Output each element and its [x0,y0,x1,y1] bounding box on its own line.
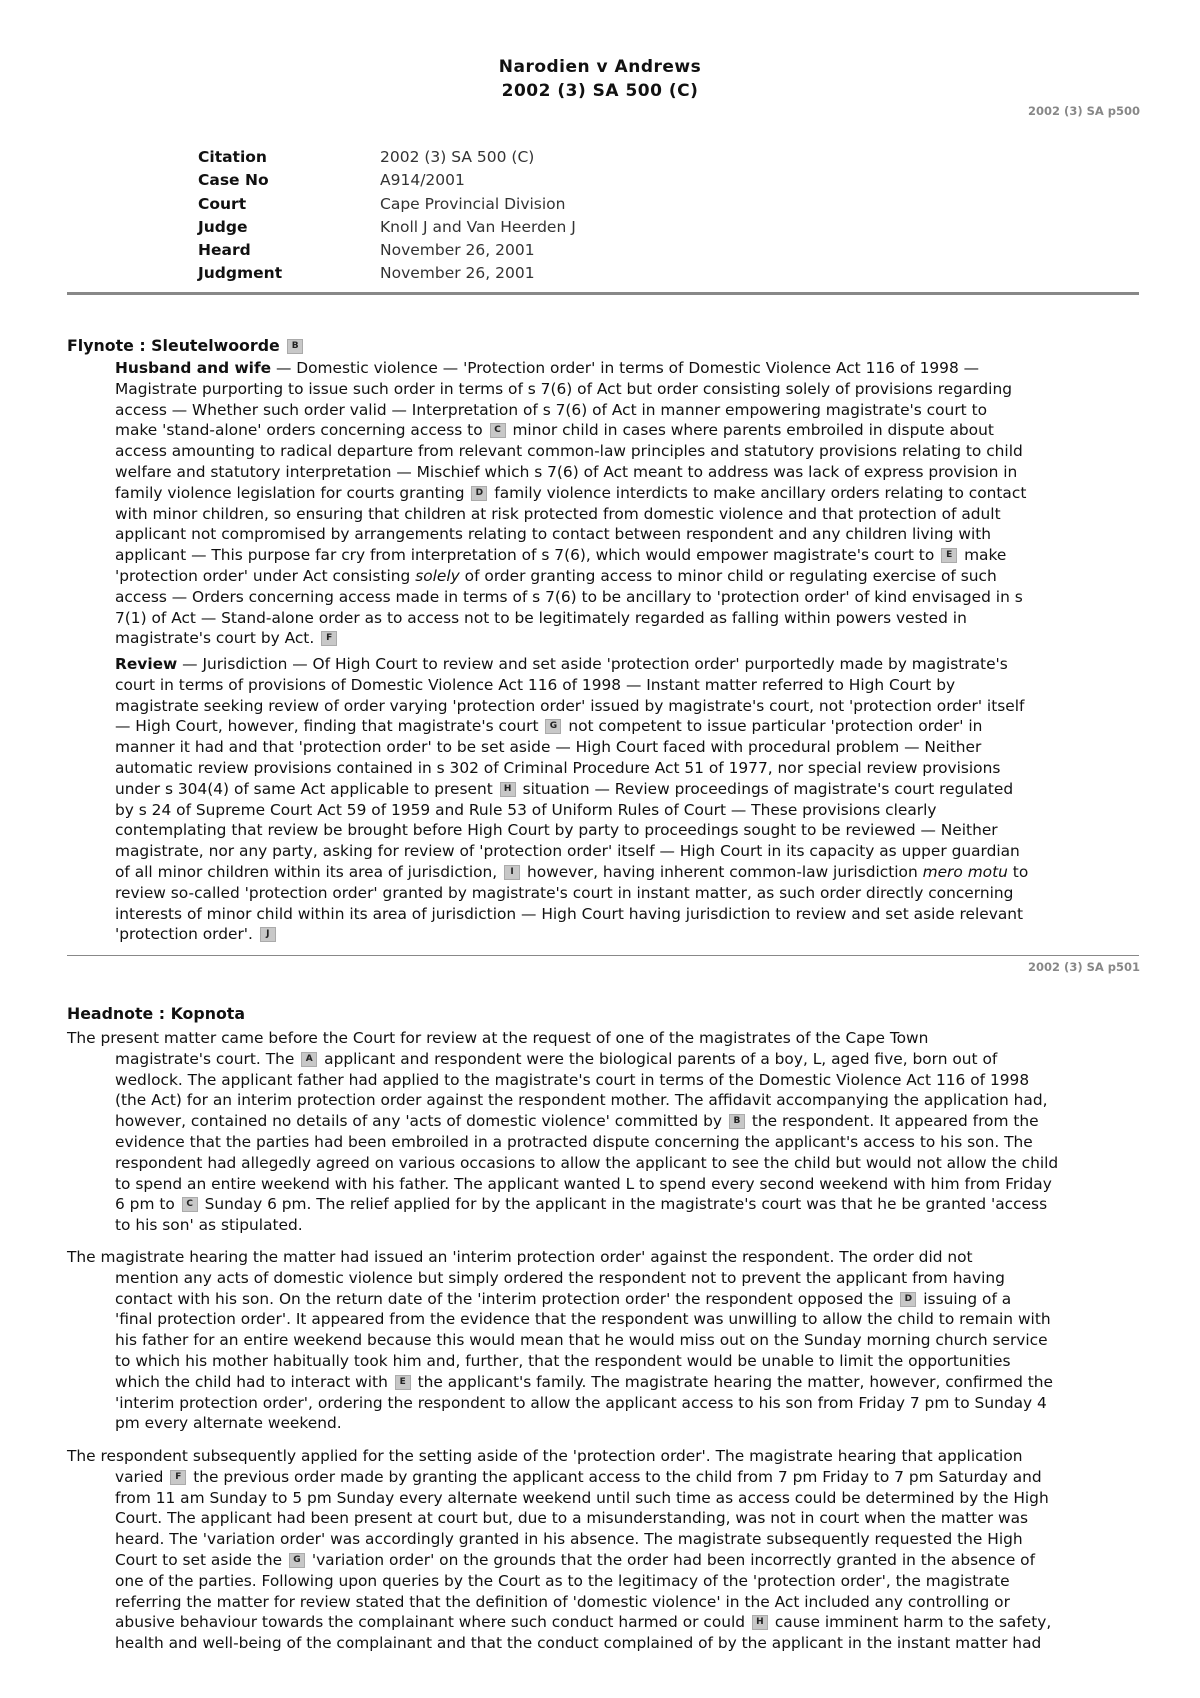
flynote-text: welfare and statutory interpretation — Mischief which s 7(6) of Act meant to address was lack of express provision in [115,462,1018,481]
headnote-text: issuing of a [918,1289,1012,1308]
flynote-text: magistrate, nor any party, asking for review of 'protection order' itself — High Court in its capacity as upper guardian [115,842,1020,861]
margin-letter-label: C [182,1197,198,1212]
flynote-text: however, having inherent common-law jurisdiction [522,862,923,881]
flynote-text: interests of minor child within its area of jurisdiction — High Court having jurisdiction to review and set aside relevant [115,904,1024,923]
margin-letter-label: H [752,1615,768,1630]
flynote-text: of all minor children within its area of jurisdiction, [115,862,498,881]
margin-letter-label: A [301,1052,317,1067]
headnote-text: heard. The 'variation order' was accordingly granted in his absence. The magistrate subsequently requested the High [115,1530,1023,1549]
margin-letter-label: B [729,1114,745,1129]
meta-row-judgment [198,262,576,285]
flynote-text: access amounting to radical departure from relevant common-law principles and statutory provisions relating to child [115,442,1023,461]
case-metadata-table [198,146,576,286]
flynote-text: applicant — This purpose far cry from interpretation of s 7(6), which would empower magistrate's court to [115,546,935,565]
headnote-text: to his son' as stipulated. [115,1216,303,1235]
headnote-text: to spend an entire weekend with his father. The applicant wanted L to spend every second weekend with him from Friday [115,1174,1052,1193]
headnote-text: 'final protection order'. It appeared from the evidence that the respondent was unwilling to allow the child to remain with [115,1310,1051,1329]
flynote-text: not competent to issue particular 'protection order' in [563,717,983,736]
flynote-text: with minor children, so ensuring that children at risk protected from domestic violence and that protection of adult [115,504,1001,523]
headnote-text: however, contained no details of any 'acts of domestic violence' committed by [115,1112,723,1131]
meta-value: Cape Provincial Division [380,194,566,213]
flynote-text: 'protection order' under Act consisting [115,566,416,585]
case-title: Narodien v Andrews [498,57,702,77]
flynote-text: magistrate seeking review of order varying 'protection order' issued by magistrate's court, not 'protection order' itself [115,696,1025,715]
headnote-text: mention any acts of domestic violence but simply ordered the respondent not to prevent the applicant from having [115,1268,1005,1287]
margin-letter-label: E [395,1375,411,1390]
flynote-heading-text: Flynote : Sleutelwoorde [67,336,280,355]
margin-letter-label: B [287,339,303,354]
headnote-text: the applicant's family. The magistrate hearing the matter, however, confirmed the [412,1372,1054,1391]
meta-key: Case No [198,171,269,190]
headnote-text: the previous order made by granting the applicant access to the child from 7 pm Friday to 7 pm Saturday and [188,1467,1042,1486]
flynote-text: make [959,546,1007,565]
flynote-emphasis: solely [415,566,460,585]
flynote-text: 'protection order'. [115,925,253,944]
headnote-text: abusive behaviour towards the complainant where such conduct harmed or could [115,1613,746,1632]
flynote-emphasis: mero motu [922,862,1008,881]
margin-letter-label: G [545,719,561,734]
flynote-text: make 'stand-alone' orders concerning access to [115,421,483,440]
flynote-text: contemplating that review be brought before High Court by party to proceedings sought to be reviewed — Neither [115,821,998,840]
meta-key: Judgment [198,264,283,283]
headnote-text: wedlock. The applicant father had applied to the magistrate's court in terms of the Domestic Violence Act 116 of 1998 [115,1070,1030,1089]
flynote-lead: Husband and wife [115,359,272,377]
flynote-text: — Domestic violence — 'Protection order' in terms of Domestic Violence Act 116 of 1998 — [271,359,980,377]
flynote-text: 7(1) of Act — Stand-alone order as to access not to be legitimately regarded as falling within powers vested in [115,608,967,627]
margin-letter-label: E [941,548,957,563]
headnote-text: magistrate's court. The [115,1049,295,1068]
margin-letter-label: H [500,782,516,797]
meta-row-citation [198,146,576,169]
headnote-text: referring the matter for review stated that the definition of 'domestic violence' in the Act included any controlling or [115,1592,1010,1611]
headnote-text: which the child had to interact with [115,1372,388,1391]
margin-letter-label: D [900,1292,916,1307]
headnote-text: from 11 am Sunday to 5 pm Sunday every alternate weekend until such time as access could be determined by the High [115,1488,1049,1507]
page-reference: 2002 (3) SA p500 [1028,104,1140,118]
meta-value: A914/2001 [380,171,465,190]
flynote-paragraph-review [115,654,1139,945]
page-break-divider [67,955,1139,956]
page-reference: 2002 (3) SA p501 [1028,960,1140,974]
headnote-paragraph-3 [67,1446,1139,1654]
headnote-text: evidence that the parties had been embroiled in a protracted dispute concerning the applicant's access to his son. The [115,1132,1033,1151]
flynote-text: — High Court, however, finding that magistrate's court [115,717,539,736]
flynote-text: family violence interdicts to make ancillary orders relating to contact [489,483,1027,502]
headnote-text: 'variation order' on the grounds that the order had been incorrectly granted in the absence of [306,1550,1036,1569]
meta-value: November 26, 2001 [380,264,535,283]
headnote-text: varied [115,1467,164,1486]
meta-key: Court [198,194,247,213]
headnote-text: (the Act) for an interim protection order against the respondent mother. The affidavit accompanying the application had, [115,1091,1048,1110]
meta-row-case-no [198,169,576,192]
headnote-text: one of the parties. Following upon queries by the Court as to the legitimacy of the 'protection order', the magistrate [115,1571,1010,1590]
headnote-heading: Headnote : Kopnota [67,1004,246,1023]
headnote-text: The respondent subsequently applied for the setting aside of the 'protection order'. The magistrate hearing that application [67,1447,1023,1465]
flynote-text: manner it had and that 'protection order' to be set aside — High Court faced with procedural problem — Neither [115,738,982,757]
headnote-paragraph-2 [67,1247,1139,1434]
headnote-text: contact with his son. On the return date of the 'interim protection order' the respondent opposed the [115,1289,894,1308]
headnote-text: cause imminent harm to the safety, [769,1613,1052,1632]
margin-letter-label: D [471,486,487,501]
header-divider [67,292,1139,295]
case-citation-heading: 2002 (3) SA 500 (C) [501,81,699,101]
headnote-text: 'interim protection order', ordering the respondent to allow the applicant access to his son from Friday 7 pm to Sunday 4 [115,1393,1047,1412]
flynote-text: review so-called 'protection order' granted by magistrate's court in instant matter, as such order directly concerning [115,883,1014,902]
margin-letter-label: F [321,631,337,646]
headnote-text: pm every alternate weekend. [115,1414,342,1433]
headnote-text: his father for an entire weekend because this would mean that he would miss out on the Sunday morning church service [115,1331,1048,1350]
meta-key: Judge [198,217,248,236]
margin-letter-label: G [289,1553,305,1568]
flynote-text: court in terms of provisions of Domestic Violence Act 116 of 1998 — Instant matter referred to High Court by [115,675,956,694]
flynote-text: by s 24 of Supreme Court Act 59 of 1959 and Rule 53 of Uniform Rules of Court — These provisions clearly [115,800,937,819]
flynote-text: of order granting access to minor child or regulating exercise of such [459,566,997,585]
headnote-paragraph-1 [67,1028,1139,1236]
meta-key: Heard [198,241,251,260]
flynote-paragraph-husband-wife [115,358,1139,649]
meta-value: November 26, 2001 [380,241,535,260]
headnote-text: Court. The applicant had been present at court but, due to a misunderstanding, was not in court when the matter was [115,1509,1029,1528]
flynote-text: access — Orders concerning access made in terms of s 7(6) to be ancillary to 'protection order' of kind envisaged in s [115,587,1023,606]
meta-key: Citation [198,148,267,166]
flynote-lead: Review [115,655,178,673]
headnote-text: the respondent. It appeared from the [746,1112,1039,1131]
flynote-heading [67,336,305,355]
headnote-text: applicant and respondent were the biological parents of a boy, L, aged five, born out of [319,1049,998,1068]
flynote-text: minor child in cases where parents embroiled in dispute about [507,421,994,440]
meta-value: 2002 (3) SA 500 (C) [380,148,535,166]
flynote-text: — Jurisdiction — Of High Court to review and set aside 'protection order' purportedly made by magistrate's [177,655,1008,673]
meta-row-heard [198,239,576,262]
margin-letter-label: C [490,423,506,438]
meta-row-judge [198,216,576,239]
headnote-text: 6 pm to [115,1195,175,1214]
headnote-text: Court to set aside the [115,1550,283,1569]
headnote-text: to which his mother habitually took him and, further, that the respondent would be unable to limit the opportunities [115,1351,1011,1370]
flynote-text: applicant not compromised by arrangements relating to contact between respondent and any children living with [115,525,992,544]
headnote-text: respondent had allegedly agreed on various occasions to allow the applicant to see the child but would not allow the child [115,1153,1059,1172]
flynote-text: magistrate's court by Act. [115,629,315,648]
meta-value: Knoll J and Van Heerden J [380,217,576,236]
headnote-text: The magistrate hearing the matter had issued an 'interim protection order' against the respondent. The order did not [67,1248,973,1266]
headnote-text: Sunday 6 pm. The relief applied for by the applicant in the magistrate's court was that he be granted 'access [199,1195,1048,1214]
flynote-text: automatic review provisions contained in s 302 of Criminal Procedure Act 51 of 1977, nor special review provisions [115,758,1001,777]
flynote-text: situation — Review proceedings of magistrate's court regulated [517,779,1014,798]
margin-letter-label: I [504,865,520,880]
margin-letter-label: F [170,1470,186,1485]
flynote-text: Magistrate purporting to issue such order in terms of s 7(6) of Act but order consisting solely of provisions regarding [115,379,1012,398]
flynote-text: access — Whether such order valid — Interpretation of s 7(6) of Act in manner empowering magistrate's court to [115,400,988,419]
meta-row-court [198,193,576,216]
headnote-text: health and well-being of the complainant and that the conduct complained of by the applicant in the instant matter had [115,1634,1042,1653]
flynote-text: to [1007,862,1029,881]
flynote-text: under s 304(4) of same Act applicable to present [115,779,493,798]
flynote-text: family violence legislation for courts granting [115,483,465,502]
headnote-text: The present matter came before the Court for review at the request of one of the magistrates of the Cape Town [67,1029,929,1047]
margin-letter-label: J [260,927,276,942]
